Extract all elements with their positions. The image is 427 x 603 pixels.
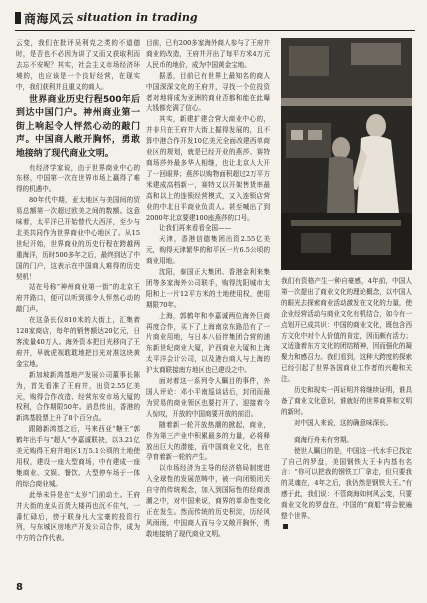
- market-vendors-photo: [281, 38, 412, 270]
- page-header: [15, 8, 415, 31]
- paragraph: 站在号称“神州商业第一街”的北京王府井路口，便可以听到那令人怦然心动的敲门声。: [16, 283, 140, 314]
- page-number: 8: [16, 582, 23, 593]
- paragraph: 有经济学家说，由于世界商业中心的东移，中国第一次在世界市场上赢得了难得的机遇中。: [16, 163, 140, 194]
- section-title: 商海风云: [24, 12, 75, 26]
- paragraph: 其实，新建扩建合营大商业中心的，并非只在王府井大街上掘得发展的，且不算中港合作开发10亿美元全面改建西单商业区的规划，就是已经开业的燕莎、赛特商场莎外最多华人相继，也让北京人大开了一回眼界；燕莎以购物面积超过2万平方米建成高档新一，赛特又以开架售货率最高和以上的连锁经营模式，又入连锁店营业的中北日平商业负责人。甚至喊出了到2000年北京要建100座燕莎的口号。: [146, 115, 270, 222]
- paragraph: 新加坡新鸿基地产发展公司董事长陈为，首先看准了王府井，出资2.55亿美元，购得合作改造、经营东安市场大厦的权利，合作期限50年。消息传出，香港的新鸿基股票上升了8个百分点。: [16, 370, 140, 423]
- column-1: [16, 38, 140, 544]
- paragraph: 跟随新鸿基之后，马来西亚“糖王”郭鹤年出手与“超人”李嘉诚联袂，以3.21亿美元购得王府井地区1万5.1公顷的土地使用权，建设一座大型商场，中有建成一座集商业、文娱、餐饮、大型停车场于一体的综合商业城。: [16, 425, 140, 488]
- column-3: [281, 276, 412, 533]
- paragraph: 我们有资格产生一种自豪感，4年前，中国人第一次提出了商业文化的理论概念，以中国人的眼光去探索商业活动激发在文化的力量，使企业经营活动与商业文化有机结合，如今有一点划开已成共识：中国的商业文化，既包含西方文化中对个人价值的肯定，因而颇有活力；又适逢着东方文化的团结精神，因而强化的凝聚力和感召力。我们看到，这种大跨度的探索已经引起了世界各国商业工作者的兴趣和关注。: [281, 277, 412, 384]
- market-vendors-photo-icon: [281, 38, 412, 270]
- header-square-icon: [15, 12, 21, 24]
- paragraph: 以市场经济为主导的经济格局制度进入全球性的发展范畴中，被一向闭锁闭关自守的传统观念，加入到国际性的经商浪潮之中，对中国来说，商界的革命性变化正在发生。然而传统的历史积淀，历经风风雨雨，中国商人而与今又敞开胸怀，勇敢地接纳了现代商业文明。: [146, 464, 270, 538]
- paragraph: 商海行舟未有穷期。: [294, 435, 353, 444]
- paragraph: 使世人瞩目的是，中国这一代水手已找定了自己的罗盘，美国钢铁大王卡内基有名言：“你可以把我的钢铁工厂拿走，但只要我的灵魂在，4年之后，我仍然是钢铁大王。”有感于此，我们说：不管商海如何风云变，只要商业文化的罗盘在，中国的“商船”将会驶遍整个世界。: [281, 446, 412, 521]
- paragraph: 云变，我们在批评吴利克之类的不道德时，是否也不必因为讲了又而又获取利而去忘不安呢？其实，社会主义市场经济环境的，也应该是一个良好经营，在现实中，我们获利并且重义的商人。: [16, 39, 140, 91]
- paragraph: 沈阳，泰国正大集团、香港金利来集团等多家海外公司联手，购得沈阳城市太阳和上一片12平方米的土地使用权，使用期限70年。: [146, 268, 270, 309]
- paragraph: 随着新一轮开放热潮的掀起，商业，作为第三产业中积累最多的力量，必将释放出巨大的潜能，而中国商业文化，也在孕育着新一轮的产生。: [146, 420, 270, 462]
- paragraph: 面对着这一系列令人瞩目的事件，外国人评论：邓小平南巡谈话后，封闭而最为贸易的商业领区也要打开了。迎接着今人惊叹，开放的中国商要开放的前沿。: [146, 377, 270, 418]
- paragraph: 上海，郭鹤年和李嘉诚两位海外巨商再度合作，买下了上海南京东路沿有了一片商业用地，与日本八佰伴集团合营的浦东新世纪商业大厦，沪西商业大厦和上海太平洋会计公司，以及港台商人与上海的沪太商联接南方地区也已建设之中。: [146, 311, 270, 375]
- paragraph: 历史和现实一再证明并将继续证明，谁具备了商业文化意识，谁就好的世界商界和文明的新时。: [281, 386, 412, 416]
- paragraph: 据悉，目前已有世界上最知名的商人中国深深文化的王府井，寻找一个位投资者对地将成为亚洲的商业否都和能在此曝大钱都充满了信心。: [146, 71, 270, 113]
- paragraph: 对中国人来说，这的确意味深长。: [294, 418, 393, 427]
- paragraph: 天津，香港信德集团出资2.55亿美元，购得天津繁华的和平区一片6.5公顷的商业用地。: [146, 235, 270, 266]
- paragraph: 目前，已有200多家海外商人参与了王府井商业的改造，王府井开出了每平方米4万元人民币的地价，成为中国黄金宝地。: [146, 39, 270, 69]
- section-subtitle: situation in trading: [77, 11, 198, 24]
- paragraph: 此举未异是在“太岁”门前动土。王府井大街的龙头百货大楼再也沉不住气，一番忙碌后，傍于联身凡大宝豪的投资行列，与东城区房地产开发公司合作，成为中方的合作代表。: [16, 490, 140, 543]
- paragraph: 让我们再来看看全国——: [159, 224, 232, 233]
- paragraph: 在这条长仅810米的大街上，汇集着128家商店，每年的销售额达20亿元，日客流量40万人。海外资本把目光移向了王府井，早就虎视耽耽地把目光对准这块黄金宝地。: [16, 316, 140, 368]
- paragraph: 80年代中期，亚太地区与美国间的贸易总额第一次超过欧美之间的数额。这意味着，太平洋已开始替代大西洋，至少与北美共同作为世界商业中心地区了。从15世纪开始，世界商业的历史行程在跨越两重海洋，历时500多年之后，最终到达了中国的门户，这表示在中国商人难得的历史契机！: [16, 196, 140, 281]
- section-headline: 世界商业历史行程500年后到达中国门户。神州商业第一街上响起令人怦然心动的敲门声。中国商人敞开胸怀，勇敢地接纳了现代商业文明。: [16, 94, 140, 159]
- column-2: [146, 38, 270, 540]
- end-mark-icon: [283, 524, 288, 529]
